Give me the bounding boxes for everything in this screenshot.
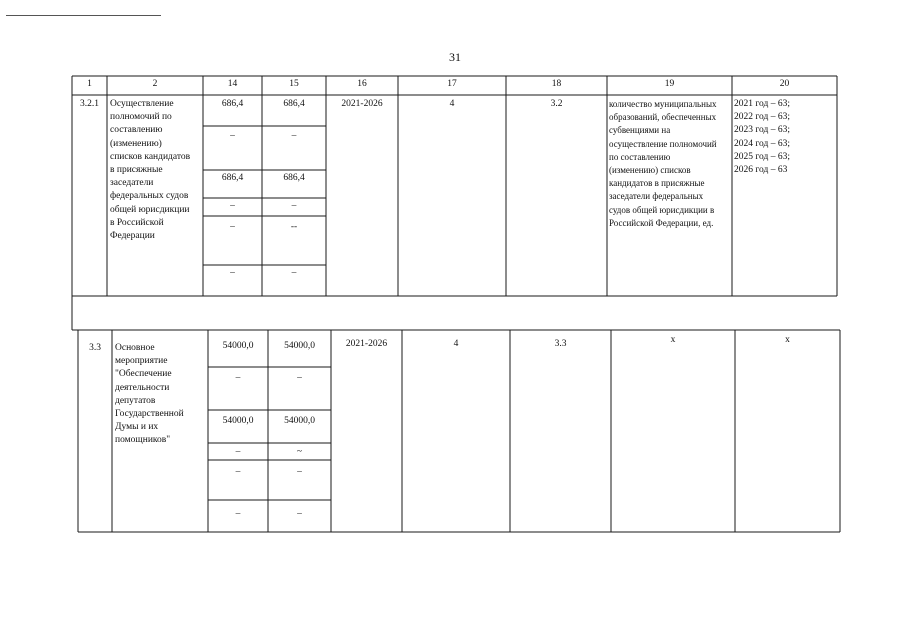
value-cell: – [230,201,235,211]
header-cell: 16 [357,79,367,89]
value-cell: 54000,0 [222,416,254,426]
header-cell: 14 [227,79,238,89]
header-cell: 17 [447,79,457,89]
header-cell: 2 [152,79,158,89]
value-cell: – [235,373,241,383]
value-cell: -- [290,222,298,232]
value-cell: – [291,201,297,211]
period-cell: 2021-2026 [345,339,388,349]
indicator-cell: х [670,335,676,345]
target-values-cell: х [785,335,790,345]
header-cell: 20 [779,79,790,89]
period-cell: 2021-2026 [341,99,383,109]
cell-17: 4 [449,99,455,109]
row-name: Основное мероприятие "Обеспечение деятельности депутатов Государственной Думы и их помощников" [115,343,184,446]
row-number: 3.2.1 [80,99,99,109]
value-cell: – [235,467,241,477]
row-number: 3.3 [89,343,101,353]
value-cell: – [235,447,241,457]
value-cell: – [297,373,302,383]
value-cell: – [235,509,241,519]
indicator-cell: количество муниципальных образований, обеспеченных субвенциями на осуществление полномочий по составлению (изменению) списков кандидатов в присяжные заседатели федеральных судов общей юрисдикции в Российской Федерации, ед. [609,99,717,228]
value-cell: – [230,131,235,141]
header-cell: 15 [289,79,299,89]
row-name: Осуществление полномочий по составлению (изменению) списков кандидатов в присяжные заседатели федеральных судов общей юрисдикции в Российской Федерации [110,99,191,242]
page-number: 31 [449,50,461,64]
value-cell: – [297,467,302,477]
header-cell: 19 [664,79,675,89]
value-cell: 54000,0 [284,341,315,351]
value-cell: – [291,131,297,141]
header-cell: 18 [551,79,562,89]
header-cell: 1 [87,79,92,89]
value-cell: 686,4 [283,173,305,183]
value-cell: 686,4 [221,99,244,109]
value-cell: – [291,268,297,278]
target-values-cell: 2021 год – 63; 2022 год – 63; 2023 год – 63; 2024 год – 63; 2025 год – 63; 2026 год – 63 [734,99,790,176]
value-cell: 686,4 [221,173,244,183]
value-cell: 54000,0 [222,341,254,351]
value-cell: – [297,509,302,519]
cell-18: 3.2 [550,99,563,109]
value-cell: – [230,268,235,278]
value-cell: – [230,222,235,232]
cell-17: 4 [453,339,459,349]
value-cell: ~ [296,447,303,457]
value-cell: 54000,0 [284,416,315,426]
value-cell: 686,4 [283,99,305,109]
cell-18: 3.3 [554,339,567,349]
